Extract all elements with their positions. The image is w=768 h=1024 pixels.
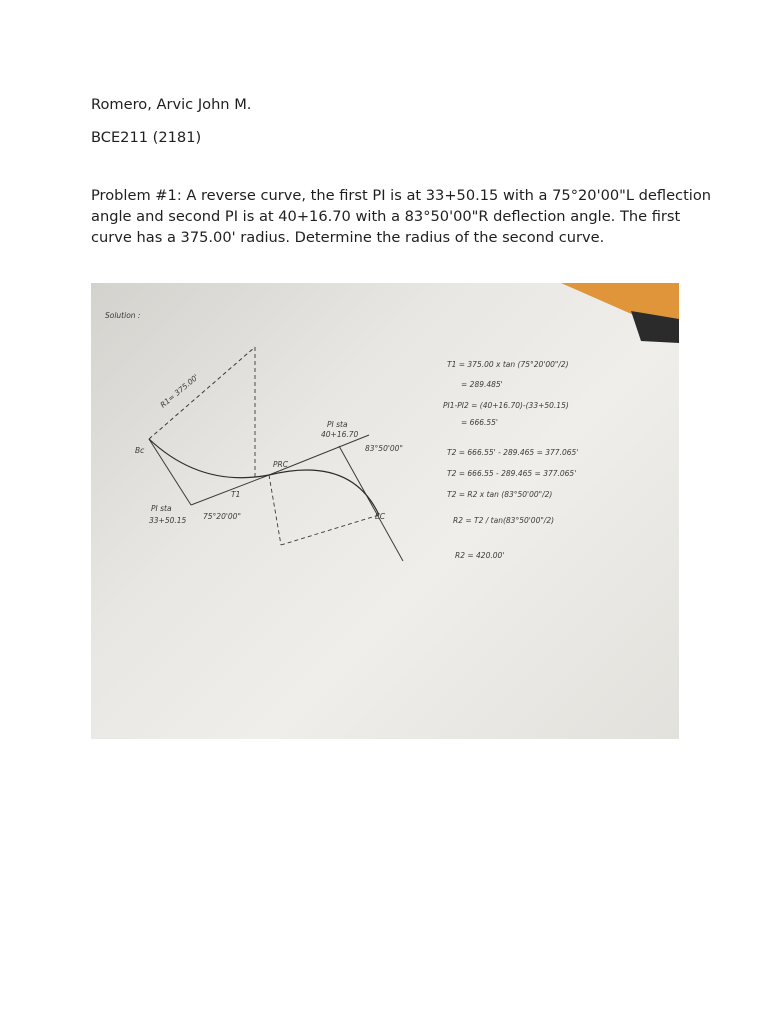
tangent-line xyxy=(269,435,369,475)
equation-line: T2 = R2 x tan (83°50'00"/2) xyxy=(447,490,553,499)
author-name: Romero, Arvic John M. xyxy=(91,96,252,113)
solution-photo xyxy=(91,283,679,739)
problem-statement xyxy=(91,185,712,248)
equation-line: T2 = 666.55' - 289.465 = 377.065' xyxy=(447,448,579,457)
equation-line: T2 = 666.55 - 289.465 = 377.065' xyxy=(447,469,577,478)
angle2-label: 83°50'00" xyxy=(365,444,403,453)
radius-line xyxy=(269,475,281,545)
solution-label: Solution : xyxy=(105,311,141,320)
problem-line: Problem #1: A reverse curve, the first PI is at 33+50.15 with a 75°20'00"L deflection xyxy=(91,187,712,204)
bc-label: Bc xyxy=(135,446,145,455)
first-curve xyxy=(149,439,269,478)
t1-label: T1 xyxy=(231,490,241,499)
problem-line: curve has a 375.00' radius. Determine the radius of the second curve. xyxy=(91,229,605,246)
pi1-station-value: 33+50.15 xyxy=(149,516,187,525)
tangent-line xyxy=(339,446,403,561)
angle1-label: 75°20'00" xyxy=(203,512,241,521)
equation-line: = 289.485' xyxy=(461,380,503,389)
course-code: BCE211 (2181) xyxy=(91,129,202,146)
ec-label: EC xyxy=(375,512,385,521)
radius-line xyxy=(149,347,255,439)
pi2-station-value: 40+16.70 xyxy=(321,430,359,439)
equation-line: R2 = 420.00' xyxy=(455,551,505,560)
equation-line: T1 = 375.00 x tan (75°20'00"/2) xyxy=(447,360,569,369)
problem-line: angle and second PI is at 40+16.70 with a 83°50'00"R deflection angle. The first xyxy=(91,208,681,225)
equation-line: R2 = T2 / tan(83°50'00"/2) xyxy=(453,516,555,525)
solution-sketch xyxy=(91,283,679,739)
tangent-line xyxy=(149,439,191,505)
equation-line: PI1-PI2 = (40+16.70)-(33+50.15) xyxy=(443,401,569,410)
pi1-station-label: PI sta xyxy=(151,504,172,513)
pi2-station-label: PI sta xyxy=(327,420,348,429)
radius-label: R1= 375.00' xyxy=(158,372,201,410)
radius-line xyxy=(281,515,379,545)
tangent-line xyxy=(191,475,269,505)
second-curve xyxy=(269,470,379,515)
equation-line: = 666.55' xyxy=(461,418,498,427)
prc-label: PRC xyxy=(273,460,288,469)
